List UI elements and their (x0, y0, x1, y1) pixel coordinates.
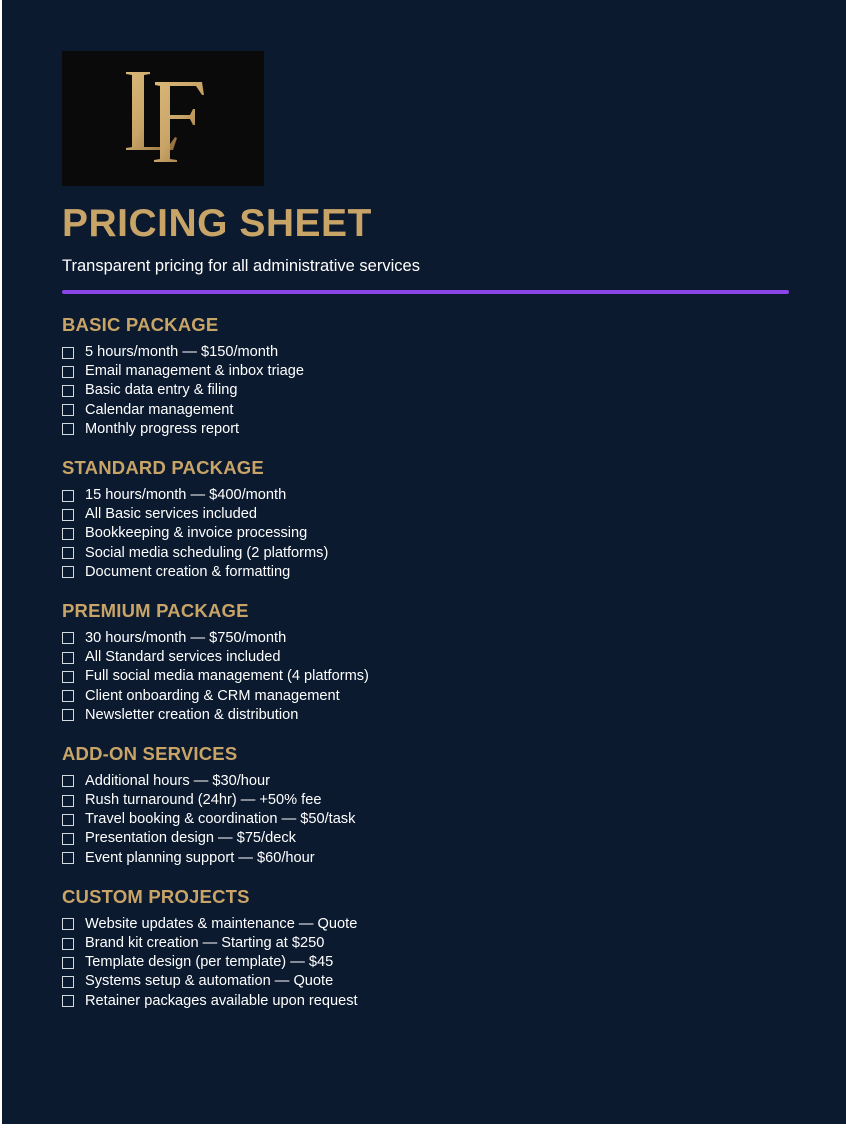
checkbox[interactable] (62, 652, 74, 664)
item-label: Event planning support — $60/hour (85, 849, 315, 866)
section-heading: STANDARD PACKAGE (62, 456, 264, 478)
checkbox[interactable] (62, 814, 74, 826)
checklist-item (62, 934, 802, 953)
checklist-item (62, 772, 802, 791)
checkbox[interactable] (62, 490, 74, 502)
package-checklist (62, 772, 802, 868)
checklist-item (62, 362, 802, 381)
item-label: Retainer packages available upon request (85, 992, 358, 1009)
checklist-item (62, 915, 802, 934)
item-label: Client onboarding & CRM management (85, 687, 340, 704)
checklist-item (62, 629, 802, 648)
item-label: Document creation & formatting (85, 563, 291, 580)
package-checklist (62, 343, 802, 439)
checklist-item (62, 343, 802, 362)
item-label: 30 hours/month — $750/month (85, 629, 287, 646)
item-label: Systems setup & automation — Quote (85, 973, 334, 990)
lf-logo (62, 51, 264, 186)
checklist-item (62, 505, 802, 524)
checklist-item (62, 563, 802, 582)
item-label: Bookkeeping & invoice processing (85, 525, 308, 542)
checkbox[interactable] (62, 852, 74, 864)
checkbox[interactable] (62, 632, 74, 644)
checkbox[interactable] (62, 709, 74, 721)
checklist-item (62, 401, 802, 420)
custom-projects-section (62, 885, 802, 1011)
item-label: Presentation design — $75/deck (85, 830, 296, 847)
checklist-item (62, 829, 802, 848)
basic-package-section (62, 313, 802, 439)
checkbox[interactable] (62, 918, 74, 930)
item-label: Additional hours — $30/hour (85, 772, 270, 789)
checkbox[interactable] (62, 385, 74, 397)
checklist-item (62, 524, 802, 543)
checkbox[interactable] (62, 833, 74, 845)
checklist-item (62, 992, 802, 1011)
checkbox[interactable] (62, 795, 74, 807)
checkbox[interactable] (62, 404, 74, 416)
premium-package-section (62, 599, 802, 725)
section-heading: BASIC PACKAGE (62, 314, 219, 335)
checklist-item (62, 381, 802, 400)
checklist-item (62, 972, 802, 991)
checkbox[interactable] (62, 957, 74, 969)
item-label: Full social media management (4 platforms) (85, 668, 369, 685)
checkbox[interactable] (62, 423, 74, 435)
page-subtitle: Transparent pricing for all administrative services (62, 257, 420, 275)
item-label: All Standard services included (85, 649, 281, 666)
item-label: Basic data entry & filing (85, 382, 238, 399)
section-heading: ADD-ON SERVICES (62, 742, 238, 764)
section-heading: PREMIUM PACKAGE (62, 599, 249, 621)
checklist-item (62, 648, 802, 667)
item-label: Calendar management (85, 401, 234, 418)
checklist-item (62, 667, 802, 686)
checklist-item (62, 791, 802, 810)
checklist-item (62, 953, 802, 972)
checkbox[interactable] (62, 509, 74, 521)
checklist-item (62, 420, 802, 439)
section-divider (62, 290, 789, 294)
item-label: Monthly progress report (85, 420, 240, 437)
pricing-content (62, 313, 802, 1028)
add-on-services-section (62, 742, 802, 868)
checklist-item (62, 706, 802, 725)
item-label: Travel booking & coordination — $50/task (85, 811, 356, 828)
checklist-item (62, 544, 802, 563)
item-label: 5 hours/month — $150/month (85, 344, 279, 361)
checkbox[interactable] (62, 976, 74, 988)
item-label: Website updates & maintenance — Quote (85, 915, 358, 932)
checklist-item (62, 849, 802, 868)
package-checklist (62, 486, 802, 582)
item-label: Rush turnaround (24hr) — +50% fee (85, 792, 322, 809)
checklist-item (62, 486, 802, 505)
section-heading: CUSTOM PROJECTS (62, 885, 250, 907)
page-title: PRICING SHEET (62, 202, 372, 245)
package-checklist (62, 915, 802, 1011)
checkbox[interactable] (62, 690, 74, 702)
item-label: All Basic services included (85, 506, 257, 523)
checkbox[interactable] (62, 671, 74, 683)
checkbox[interactable] (62, 366, 74, 378)
checkbox[interactable] (62, 995, 74, 1007)
item-label: Email management & inbox triage (85, 363, 305, 380)
item-label: Newsletter creation & distribution (85, 706, 299, 723)
standard-package-section (62, 456, 802, 582)
checkbox[interactable] (62, 528, 74, 540)
checkbox[interactable] (62, 938, 74, 950)
pricing-sheet-page (2, 0, 846, 1124)
checkbox[interactable] (62, 347, 74, 359)
checklist-item (62, 686, 802, 705)
checkbox[interactable] (62, 566, 74, 578)
checklist-item (62, 810, 802, 829)
item-label: 15 hours/month — $400/month (85, 487, 287, 504)
checkbox[interactable] (62, 775, 74, 787)
checkbox[interactable] (62, 547, 74, 559)
item-label: Brand kit creation — Starting at $250 (85, 935, 325, 952)
package-checklist (62, 629, 802, 725)
item-label: Social media scheduling (2 platforms) (85, 544, 329, 561)
item-label: Template design (per template) — $45 (85, 954, 334, 971)
